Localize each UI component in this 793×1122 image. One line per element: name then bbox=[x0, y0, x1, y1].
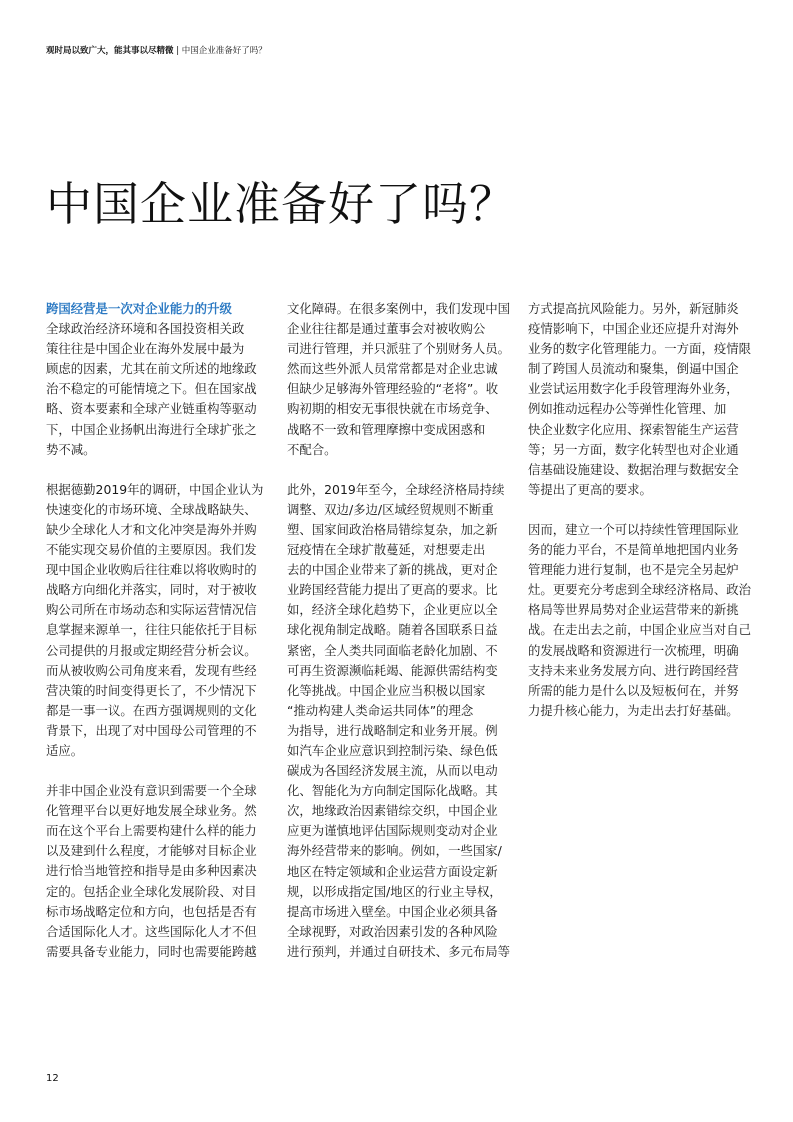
running-header-section: 中国企业准备好了吗？ bbox=[181, 46, 267, 56]
paragraph: 因而，建立一个可以持续性管理国际业 务的能力平台，不是简单地把国内业务 管理能力进行复制，也不是完全另起炉 灶。更要充分考虑到全球经济格局、政治 格局等世界局势对企业运营带来的新挑 战。在走出去之前，中国企业应当对自己 的发展战略和资源进行一次梳理，明确 支持未来业务发展方向、进行跨国经营 所需的能力是什么以及短板何在，并努 力提升核心能力，为走出去打好基础。 bbox=[528, 521, 752, 718]
page-number: 12 bbox=[46, 1073, 59, 1084]
paragraph: 根据德勤2019年的调研，中国企业认为 快速变化的市场环境、全球战略缺失、 缺少全球化人才和文化冲突是海外并购 不能实现交易价值的主要原因。我们发 现中国企业收购后往往难以将收购时的 战略方向细化并落实，同时，对于被收 购公司所在市场动态和实际运营情况信 息掌握来源单一，往往只能依托于目标 公司提供的月报或定期经营分析会议。 而从被收购公司角度来看，发现有些经 营决策的时间变得更长了，不少情况下 都是一事一议。在西方强调规则的文化 背景下，出现了对中国母公司管理的不 适应。 bbox=[46, 481, 264, 758]
text-column-3 bbox=[528, 299, 753, 741]
paragraph: 文化障碍。在很多案例中，我们发现中国 企业往往都是通过董事会对被收购公 司进行管理，并只派驻了个别财务人员。 然而这些外派人员常常都是对企业忠诚 但缺少足够海外管理经验的“老将”。收 购初期的相安无事很快就在市场竞争、 战略不一致和管理摩擦中变成困惑和 不配合。 bbox=[287, 301, 511, 457]
page-title: 中国企业准备好了吗？ bbox=[46, 177, 516, 231]
section-subheading: 跨国经营是一次对企业能力的升级 bbox=[46, 301, 232, 316]
text-column-2 bbox=[287, 299, 512, 982]
paragraph: 此外，2019年至今，全球经济格局持续 调整、双边/多边/区域经贸规则不断重 塑、国家间政治格局错综复杂，加之新 冠疫情在全球扩散蔓延，对想要走出 去的中国企业带来了新的挑战，更对企 业跨国经营能力提出了更高的要求。比 如，经济全球化趋势下，企业更应以全 球化视角制定战略。随着各国联系日益 紧密，全人类共同面临老龄化加剧、不 可再生资源濒临耗竭、能源供需结构变 化等挑战。中国企业应当积极以国家 “推动构建人类命运共同体”的理念 为指导，进行战略制定和业务开展。例 如汽车企业应意识到控制污染、绿色低 碳成为各国经济发展主流，从而以电动 化、智能化为方向制定国际化战略。其 次，地缘政治因素错综交织，中国企业 应更为谨慎地评估国际规则变动对企业 海外经营带来的影响。例如，一些国家/ 地区在特定领域和企业运营方面设定新 规，以形成指定国/地区的行业主导权， 提高市场进入壁垒。中国企业必须具备 全球视野，对政治因素引发的各种风险 进行预判，并通过自研技术、多元布局等 bbox=[287, 481, 511, 959]
text-column-1 bbox=[46, 299, 271, 982]
running-header bbox=[46, 44, 267, 56]
paragraph: 方式提高抗风险能力。另外，新冠肺炎 疫情影响下，中国企业还应提升对海外 业务的数字化管理能力。一方面，疫情限 制了跨国人员流动和聚集，倒逼中国企 业尝试运用数字化手段管理海外业务， 例如推动远程办公等弹性化管理、加 快企业数字化应用、探索智能生产运营 等；另一方面，数字化转型也对企业通 信基础设施建设、数据治理与数据安全 等提出了更高的要求。 bbox=[528, 301, 752, 497]
paragraph: 并非中国企业没有意识到需要一个全球 化管理平台以更好地发展全球业务。然 而在这个平台上需要构建什么样的能力 以及建到什么程度，才能够对目标企业 进行恰当地管控和指导是由多种因素决 定的。包括企业全球化发展阶段、对目 标市场战略定位和方向，也包括是否有 合适国际化人才。这些国际化人才不但 需要具备专业能力，同时也需要能跨越 bbox=[46, 783, 257, 959]
running-header-tagline: 观时局以致广大，能其事以尽精微 bbox=[46, 46, 174, 56]
running-header-separator: | bbox=[173, 46, 182, 56]
paragraph: 全球政治经济环境和各国投资相关政 策往往是中国企业在海外发展中最为 顾虑的因素，尤其在前文所述的地缘政 治不稳定的可能情境之下。但在国家战 略、资本要素和全球产业链重构等驱动 下，中国企业扬帆出海进行全球扩张之 势不减。 bbox=[46, 321, 257, 457]
